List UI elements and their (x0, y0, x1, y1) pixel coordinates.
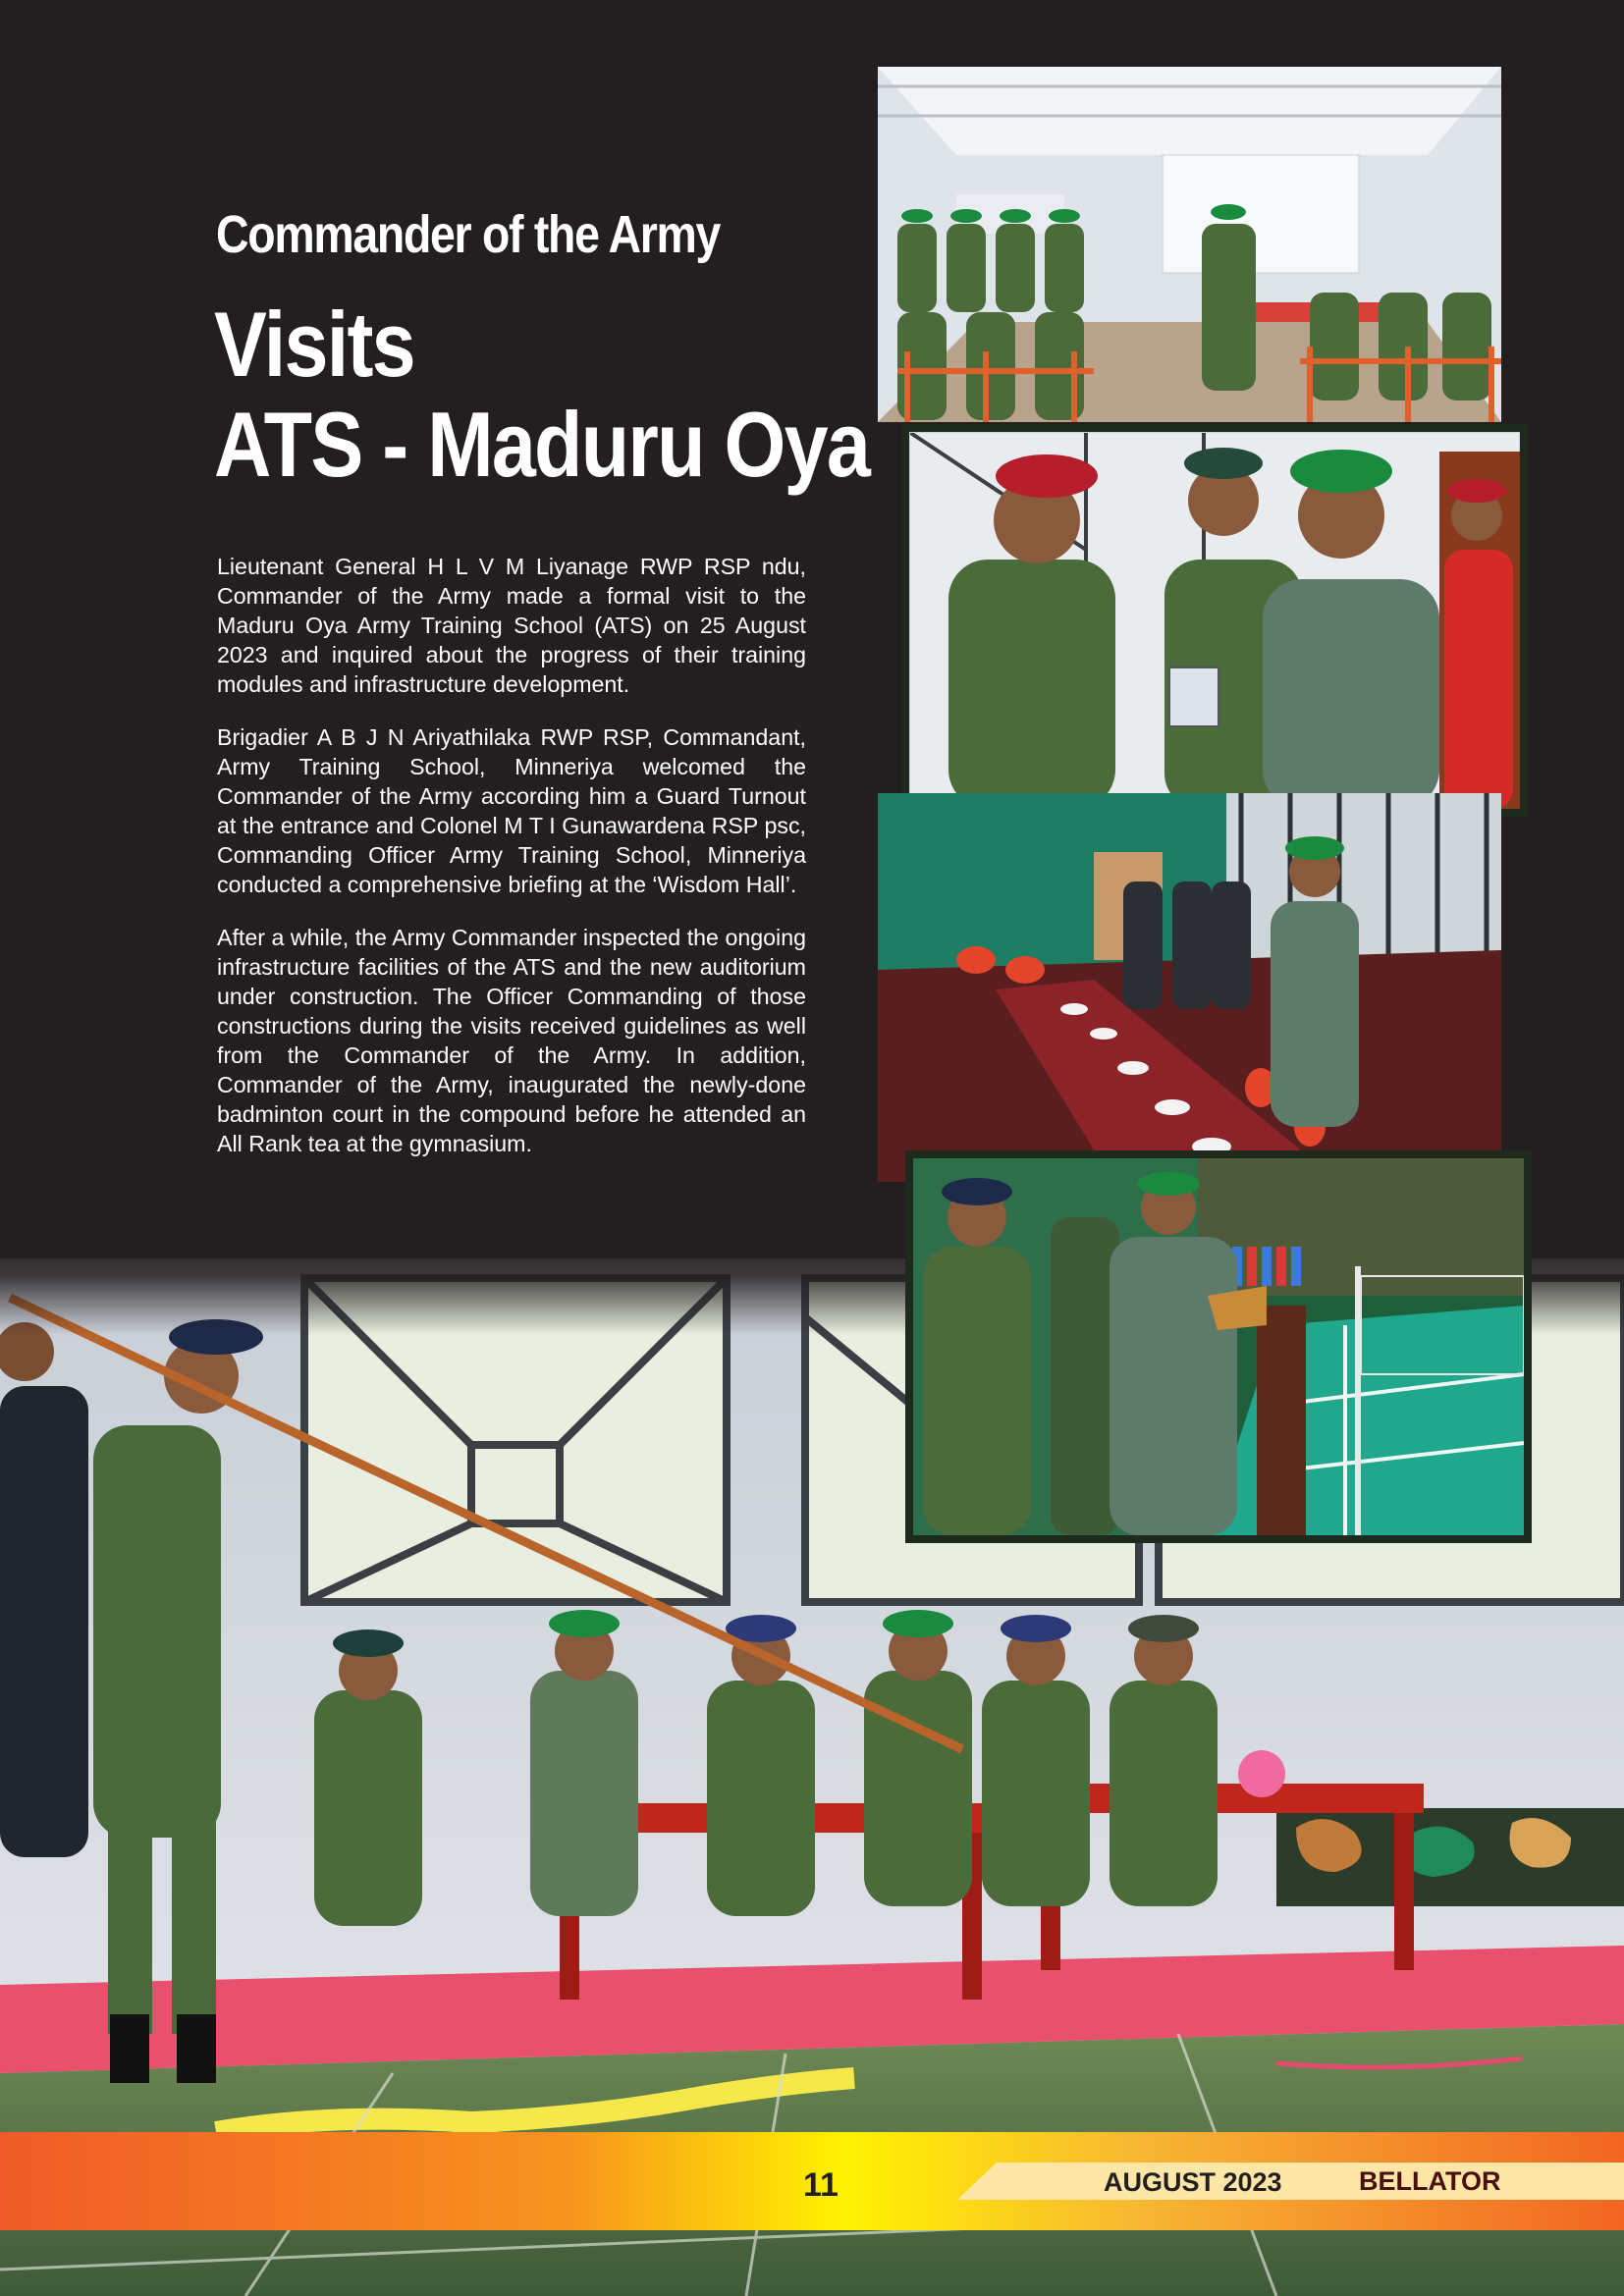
issue-date: AUGUST 2023 (1104, 2167, 1282, 2197)
page-number: 11 (803, 2166, 839, 2204)
dining-hall-photo (878, 793, 1501, 1182)
badminton-court-photo (905, 1150, 1532, 1543)
article-title-line-1: Visits (214, 293, 414, 396)
article-paragraph: After a while, the Army Commander inspected the ongoing infrastructure facilities of the ATS and the new auditorium under construction. The Officer Commanding of those constructions during the visits received guidelines as well from the Commander of the Army. In addition, Commander of the Army, inaugurated the newly-done badminton court in the compound before he attended an All Rank tea at the gymnasium. (217, 925, 806, 1156)
article-title-line-2: ATS - Maduru Oya (214, 393, 870, 496)
article-title (214, 294, 869, 495)
article-paragraph: Brigadier A B J N Ariyathilaka RWP RSP, Commandant, Army Training School, Minneriya welcomed the Commander of the Army according him a Guard Turnout at the entrance and Colonel M T I Gunawardena RSP psc, Commanding Officer Army Training School, Minneriya conducted a comprehensive briefing at the ‘Wisdom Hall’. (217, 724, 806, 897)
article-kicker: Commander of the Army (216, 205, 721, 264)
article-body (217, 552, 806, 1182)
footer-tab (957, 2163, 1624, 2200)
magazine-name: BELLATOR (1359, 2166, 1501, 2196)
article-paragraph: Lieutenant General H L V M Liyanage RWP RSP ndu, Commander of the Army made a formal visit to the Maduru Oya Army Training School (ATS) on 25 August 2023 and inquired about the progress of their training modules and infrastructure development. (217, 554, 806, 697)
classroom-briefing-photo (878, 67, 1501, 422)
memento-presentation-photo (901, 424, 1528, 817)
